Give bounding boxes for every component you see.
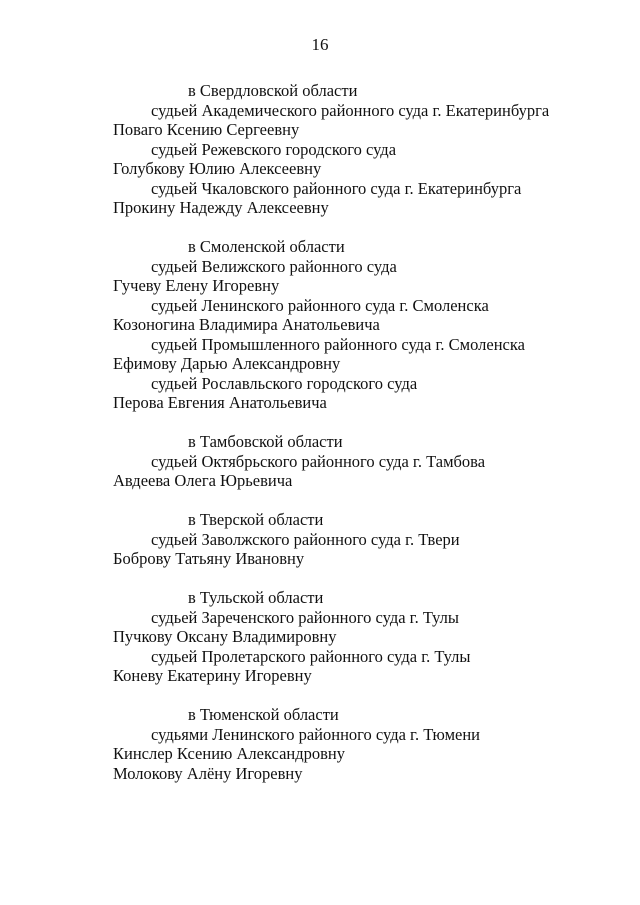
region-heading: в Тамбовской области — [188, 432, 343, 451]
judge-name: Авдеева Олега Юрьевича — [113, 471, 293, 490]
court-line: судьей Ленинского районного суда г. Смоленска — [151, 295, 489, 315]
judge-name: Поваго Ксению Сергеевну — [113, 120, 300, 139]
judge-name: Боброву Татьяну Ивановну — [113, 549, 305, 568]
judge-name: Молокову Алёну Игоревну — [113, 763, 303, 783]
court-line: судьей Академического районного суда г. Екатеринбурга — [151, 100, 550, 120]
judge-name: Перова Евгения Анатольевича — [113, 393, 327, 412]
region-section-smolensk — [113, 237, 633, 413]
court-line: судьями Ленинского районного суда г. Тюмени — [151, 724, 481, 744]
region-heading: в Тульской области — [188, 588, 324, 607]
region-section-tambov — [113, 432, 633, 491]
court-line: судьей Велижского районного суда — [151, 256, 397, 276]
region-heading: в Смоленской области — [188, 237, 345, 256]
region-heading: в Свердловской области — [188, 81, 358, 100]
judge-name: Пучкову Оксану Владимировну — [113, 627, 337, 646]
judge-name: Голубкову Юлию Алексеевну — [113, 159, 322, 178]
judge-name: Кинслер Ксению Александровну — [113, 744, 345, 763]
region-section-tula — [113, 588, 633, 686]
region-heading: в Тверской области — [188, 510, 324, 529]
court-line: судьей Пролетарского районного суда г. Тулы — [151, 646, 471, 666]
court-line: судьей Рославльского городского суда — [151, 373, 418, 393]
court-line: судьей Промышленного районного суда г. Смоленска — [151, 334, 525, 354]
appointment-list — [113, 81, 633, 783]
court-line: судьей Чкаловского районного суда г. Екатеринбурга — [151, 178, 522, 198]
judge-name: Прокину Надежду Алексеевну — [113, 198, 329, 217]
court-line: судьей Режевского городского суда — [151, 139, 397, 159]
court-line: судьей Октябрьского районного суда г. Тамбова — [151, 451, 486, 471]
judge-name: Козоногина Владимира Анатольевича — [113, 315, 380, 334]
region-section-sverdlovsk — [113, 81, 633, 218]
region-section-tyumen — [113, 705, 633, 783]
court-line: судьей Зареченского районного суда г. Тулы — [151, 607, 459, 627]
court-line: судьей Заволжского районного суда г. Твери — [151, 529, 460, 549]
judge-name: Ефимову Дарью Александровну — [113, 354, 341, 373]
region-heading: в Тюменской области — [188, 705, 339, 724]
judge-name: Гучеву Елену Игоревну — [113, 276, 280, 295]
judge-name: Коневу Екатерину Игоревну — [113, 666, 312, 685]
page-number: 16 — [311, 35, 329, 54]
region-section-tver — [113, 510, 633, 569]
